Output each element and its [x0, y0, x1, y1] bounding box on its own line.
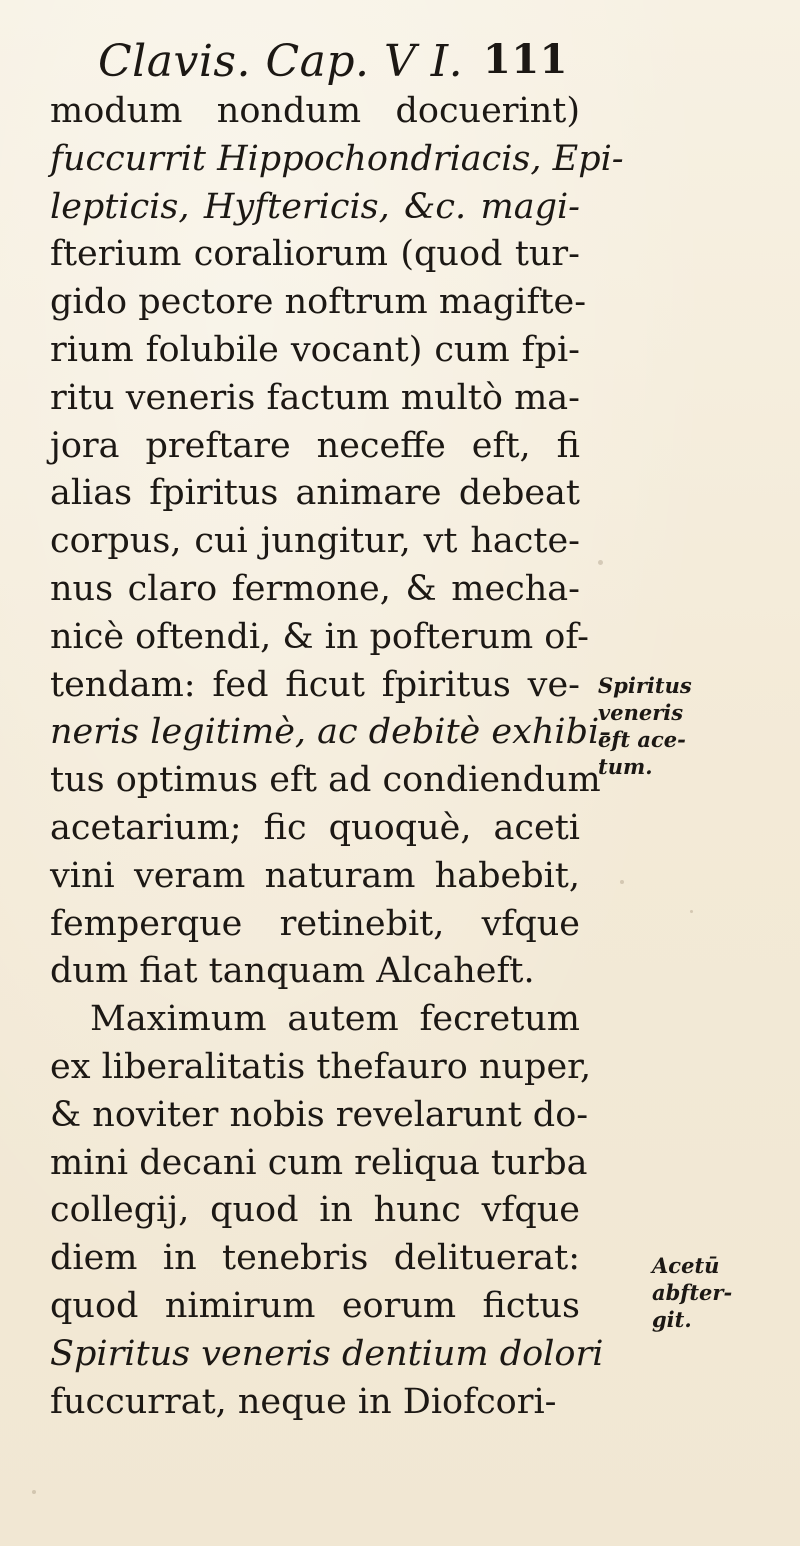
text-line: quod nimirum eorum fictus [50, 1285, 580, 1326]
paper-speck [620, 880, 624, 884]
paper-speck [32, 1490, 36, 1494]
text-line: collegij, quod in hunc vfque [50, 1190, 580, 1231]
text-line: fuccurrit Hippochondriacis, Epi- [50, 138, 624, 179]
margin-note-line: Acetū [652, 1253, 720, 1278]
text-line: modum nondum docuerint) [50, 91, 580, 131]
text-line: femperque retinebit, vfque [50, 903, 580, 944]
text-line: Spiritus veneris dentium dolori [50, 1333, 604, 1374]
text-line: tus optimus eft ad condiendum [50, 760, 601, 801]
paper-speck [598, 560, 603, 565]
margin-note-line: veneris [598, 700, 684, 725]
text-line: rium folubile vocant) cum fpi- [50, 329, 580, 370]
text-line: ritu veneris factum multò ma- [50, 377, 580, 418]
text-line: jora preftare neceffe eft, fi [50, 425, 580, 466]
text-line: dum fiat tanquam Alcaheft. [50, 951, 535, 992]
text-line: vini veram naturam habebit, [50, 855, 580, 896]
text-line: & noviter nobis revelarunt do- [50, 1094, 589, 1135]
margin-note-acetum [652, 1252, 800, 1333]
text-line: fterium coraliorum (quod tur- [50, 234, 580, 275]
text-line: acetarium; fic quoquè, aceti [50, 807, 580, 848]
running-title: Clavis. Cap. V I. [98, 36, 464, 87]
page-number: 111 [483, 36, 568, 83]
paper-speck [690, 910, 693, 913]
margin-note-line: git. [652, 1307, 692, 1332]
text-line: diem in tenebris delituerat: [50, 1238, 580, 1279]
text-line: ex liberalitatis thefauro nuper, [50, 1046, 592, 1087]
text-line: Maximum autem fecretum [90, 999, 580, 1040]
margin-note-line: Spiritus [598, 673, 692, 698]
text-line: nus claro fermone, & mecha- [50, 568, 580, 609]
running-header [98, 36, 568, 86]
text-line: fuccurrat, neque in Diofcori- [50, 1381, 557, 1422]
margin-note-line: abfter- [652, 1280, 733, 1305]
margin-note-line: tum. [598, 754, 653, 779]
text-line: gido pectore noftrum magifte- [50, 282, 587, 323]
text-line: neris legitimè, ac debitè exhibi- [50, 712, 612, 753]
main-text-block [50, 88, 624, 1426]
text-line: lepticis, Hyftericis, &c. magi- [50, 186, 580, 227]
text-line: corpus, cui jungitur, vt hacte- [50, 521, 580, 562]
margin-note-spiritus-veneris [598, 672, 748, 780]
text-line: mini decani cum reliqua turba [50, 1142, 588, 1183]
text-line: nicè oftendi, & in pofterum of- [50, 616, 589, 657]
text-line: tendam: fed ficut fpiritus ve- [50, 664, 580, 705]
margin-note-line: eft ace- [598, 727, 686, 752]
text-line: alias fpiritus animare debeat [50, 473, 580, 514]
